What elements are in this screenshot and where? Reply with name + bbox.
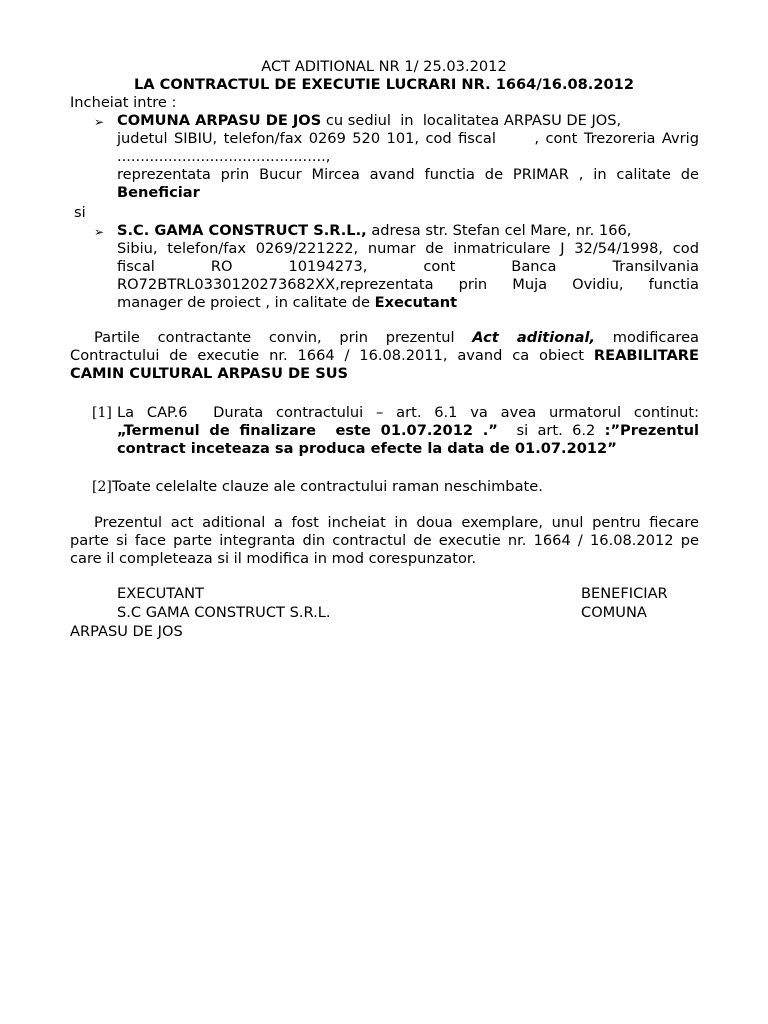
party1-line1 bbox=[117, 112, 621, 130]
party2-address: adresa str. Stefan cel Mare, nr. 166, bbox=[366, 222, 632, 239]
paragraph1-act-aditional: Act aditional, bbox=[472, 329, 596, 346]
clause2-text: Toate celelalte clauze ale contractului raman neschimbate. bbox=[111, 478, 543, 495]
clause1-art62: si art. 6.2 bbox=[497, 422, 605, 439]
document-subtitle: LA CONTRACTUL DE EXECUTIE LUCRARI NR. 1664/16.08.2012 bbox=[134, 76, 634, 93]
bullet-arrow-icon: ➢ bbox=[94, 115, 105, 129]
party1-line3: ............................................., bbox=[117, 148, 331, 165]
paragraph2-line1: Prezentul act aditional a fost incheiat in doua exemplare, unul pentru fiecare bbox=[94, 514, 699, 531]
party2-role-prefix: manager de proiect , in calitate de bbox=[117, 294, 375, 311]
clause1-number: [1] bbox=[92, 405, 112, 421]
clause1-line2 bbox=[117, 422, 699, 440]
connector-text: si bbox=[74, 204, 86, 221]
party2-line2: Sibiu, telefon/fax 0269/221222, numar de inmatriculare J 32/54/1998, cod bbox=[117, 240, 699, 257]
party1-line4: reprezentata prin Bucur Mircea avand functia de PRIMAR , in calitate de bbox=[117, 166, 699, 183]
paragraph2-line3: care il completeaza si il modifica in mod corespunzator. bbox=[70, 550, 477, 567]
paragraph1-object-a: REABILITARE bbox=[593, 347, 699, 364]
party1-role: Beneficiar bbox=[117, 184, 200, 201]
clause1-line1: La CAP.6 Durata contractului – art. 6.1 va avea urmatorul continut: bbox=[117, 404, 699, 421]
party2-role: Executant bbox=[374, 294, 458, 311]
paragraph2-line2: parte si face parte integranta din contractul de executie nr. 1664 / 16.08.2012 pe bbox=[70, 532, 699, 549]
paragraph1-text-c: modificarea bbox=[595, 329, 699, 346]
paragraph1-text-d: Contractului de executie nr. 1664 / 16.08.2011, avand ca obiect bbox=[70, 347, 594, 364]
bullet-arrow-icon: ➢ bbox=[94, 225, 105, 239]
party2-line1 bbox=[117, 222, 631, 240]
paragraph1-line2 bbox=[70, 347, 699, 365]
party1-line2: judetul SIBIU, telefon/fax 0269 520 101, cod fiscal , cont Trezoreria Avrig bbox=[117, 130, 699, 147]
executant-name: S.C GAMA CONSTRUCT S.R.L. bbox=[117, 604, 331, 621]
clause2-line bbox=[92, 478, 543, 496]
clause1-line3: contract inceteaza sa produca efecte la data de 01.07.2012” bbox=[117, 440, 617, 457]
beneficiar-label: BENEFICIAR bbox=[581, 585, 668, 602]
intro-text: Incheiat intre : bbox=[70, 94, 177, 111]
paragraph1-text-a: Partile contractante convin, prin prezentul bbox=[94, 329, 473, 346]
executant-label: EXECUTANT bbox=[117, 585, 204, 602]
party2-name: S.C. GAMA CONSTRUCT S.R.L., bbox=[117, 222, 367, 239]
paragraph1-object-b: CAMIN CULTURAL ARPASU DE SUS bbox=[70, 365, 349, 382]
paragraph1-line1 bbox=[94, 329, 699, 347]
party2-line5 bbox=[117, 294, 457, 312]
clause1-prezentul: :”Prezentul bbox=[604, 422, 699, 439]
beneficiar-name-line2: ARPASU DE JOS bbox=[70, 623, 183, 640]
clause1-term-text: „Termenul de finalizare este 01.07.2012 .” bbox=[117, 422, 498, 439]
clause2-number: [2] bbox=[92, 479, 112, 495]
beneficiar-name-line1: COMUNA bbox=[581, 604, 647, 621]
party2-line4: RO72BTRL0330120273682XX,reprezentata prin Muja Ovidiu, functia bbox=[117, 276, 699, 293]
party1-name: COMUNA ARPASU DE JOS bbox=[117, 112, 322, 129]
party1-address: cu sediul in localitatea ARPASU DE JOS, bbox=[321, 112, 622, 129]
party2-line3: fiscal RO 10194273, cont Banca Transilvania bbox=[117, 258, 699, 275]
document-title: ACT ADITIONAL NR 1/ 25.03.2012 bbox=[261, 58, 507, 75]
